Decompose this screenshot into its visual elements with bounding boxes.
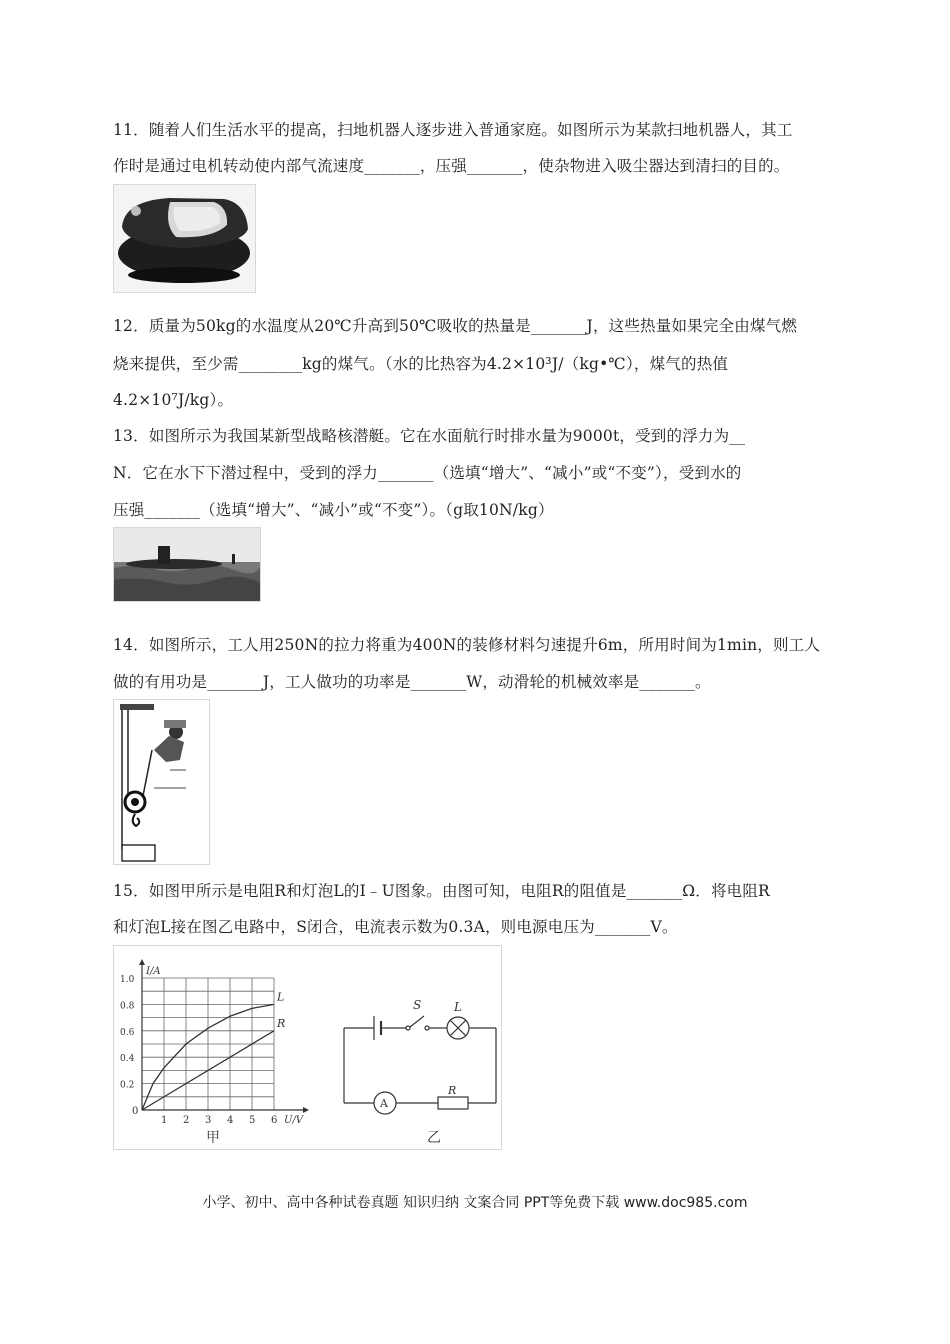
- q11-line-2: 作时是通过电机转动使内部气流速度_______，压强_______，使杂物进入吸尘器达到清扫的目的。: [113, 157, 790, 175]
- circuit-diagram: [314, 946, 501, 1149]
- x-tick-label: 5: [249, 1115, 256, 1126]
- figure-15: [113, 945, 502, 1150]
- q15-line-2: 和灯泡L接在图乙电路中，S闭合，电流表示数为0.3A，则电源电压为_______V。: [113, 918, 678, 936]
- q13-line-2: N．它在水下下潜过程中，受到的浮力_______（选填“增大”、“减小”或“不变”），受到水的: [113, 464, 742, 482]
- q15-line-1: 15．如图甲所示是电阻R和灯泡L的I﹣U图象。由图可知，电阻R的阻值是_______Ω．将电阻R: [113, 882, 770, 900]
- x-axis-label: U/V: [284, 1115, 304, 1126]
- q14-line-2: 做的有用功是_______J，工人做功的功率是_______W，动滑轮的机械效率是_______。: [113, 673, 711, 691]
- q12-line-2: 烧来提供，至少需________kg的煤气。（水的比热容为4.2×10³J/（kg•℃），煤气的热值: [113, 355, 729, 373]
- resistor-label: R: [448, 1084, 457, 1097]
- q13-line-1: 13．如图所示为我国某新型战略核潜艇。它在水面航行时排水量为9000t，受到的浮力为__: [113, 427, 746, 445]
- iu-graph: [114, 946, 314, 1149]
- circuit-caption: 乙: [427, 1130, 441, 1146]
- y-tick-label: 0.2: [120, 1080, 135, 1091]
- graph-grid: [142, 978, 274, 1110]
- lamp-label: L: [454, 1000, 462, 1014]
- x-axis-arrow: [303, 1107, 309, 1113]
- y-tick-label: 0.8: [120, 1001, 135, 1012]
- q11-line-1: 11．随着人们生活水平的提高，扫地机器人逐步进入普通家庭。如图所示为某款扫地机器人，其工: [113, 121, 793, 139]
- y-axis-arrow: [139, 959, 145, 965]
- x-tick-label: 6: [271, 1115, 278, 1126]
- y-tick-label: 0.4: [120, 1054, 135, 1065]
- x-tick-label: 2: [183, 1115, 190, 1126]
- ammeter-label: A: [380, 1097, 388, 1110]
- robot-vacuum-image: [113, 184, 256, 293]
- switch-blade: [410, 1016, 424, 1027]
- x-tick-label: 1: [161, 1115, 168, 1126]
- q13-line-3: 压强_______（选填“增大”、“减小”或“不变”）。（g取10N/kg）: [113, 501, 554, 519]
- resistor-symbol: [438, 1097, 468, 1109]
- submarine-image: [113, 527, 261, 602]
- q12-line-3: 4.2×10⁷J/kg）。: [113, 391, 234, 409]
- origin-label: 0: [132, 1106, 139, 1117]
- graph-caption: 甲: [206, 1130, 220, 1146]
- y-axis-label: I/A: [146, 966, 161, 977]
- series-label-L: L: [277, 990, 285, 1004]
- y-tick-label: 0.6: [120, 1027, 135, 1038]
- switch-label: S: [413, 998, 422, 1012]
- pulley-image: [113, 699, 210, 865]
- series-label-R: R: [277, 1016, 286, 1030]
- footer-text: 小学、初中、高中各种试卷真题 知识归纳 文案合同 PPT等免费下载 www.doc985.com: [202, 1195, 748, 1211]
- x-tick-label: 3: [205, 1115, 212, 1126]
- q14-line-1: 14．如图所示，工人用250N的拉力将重为400N的装修材料匀速提升6m，所用时间为1min，则工人: [113, 636, 821, 654]
- x-tick-label: 4: [227, 1115, 234, 1126]
- q12-line-1: 12．质量为50kg的水温度从20℃升高到50℃吸收的热量是_______J，这些热量如果完全由煤气燃: [113, 317, 798, 335]
- y-tick-label: 1.0: [120, 975, 135, 985]
